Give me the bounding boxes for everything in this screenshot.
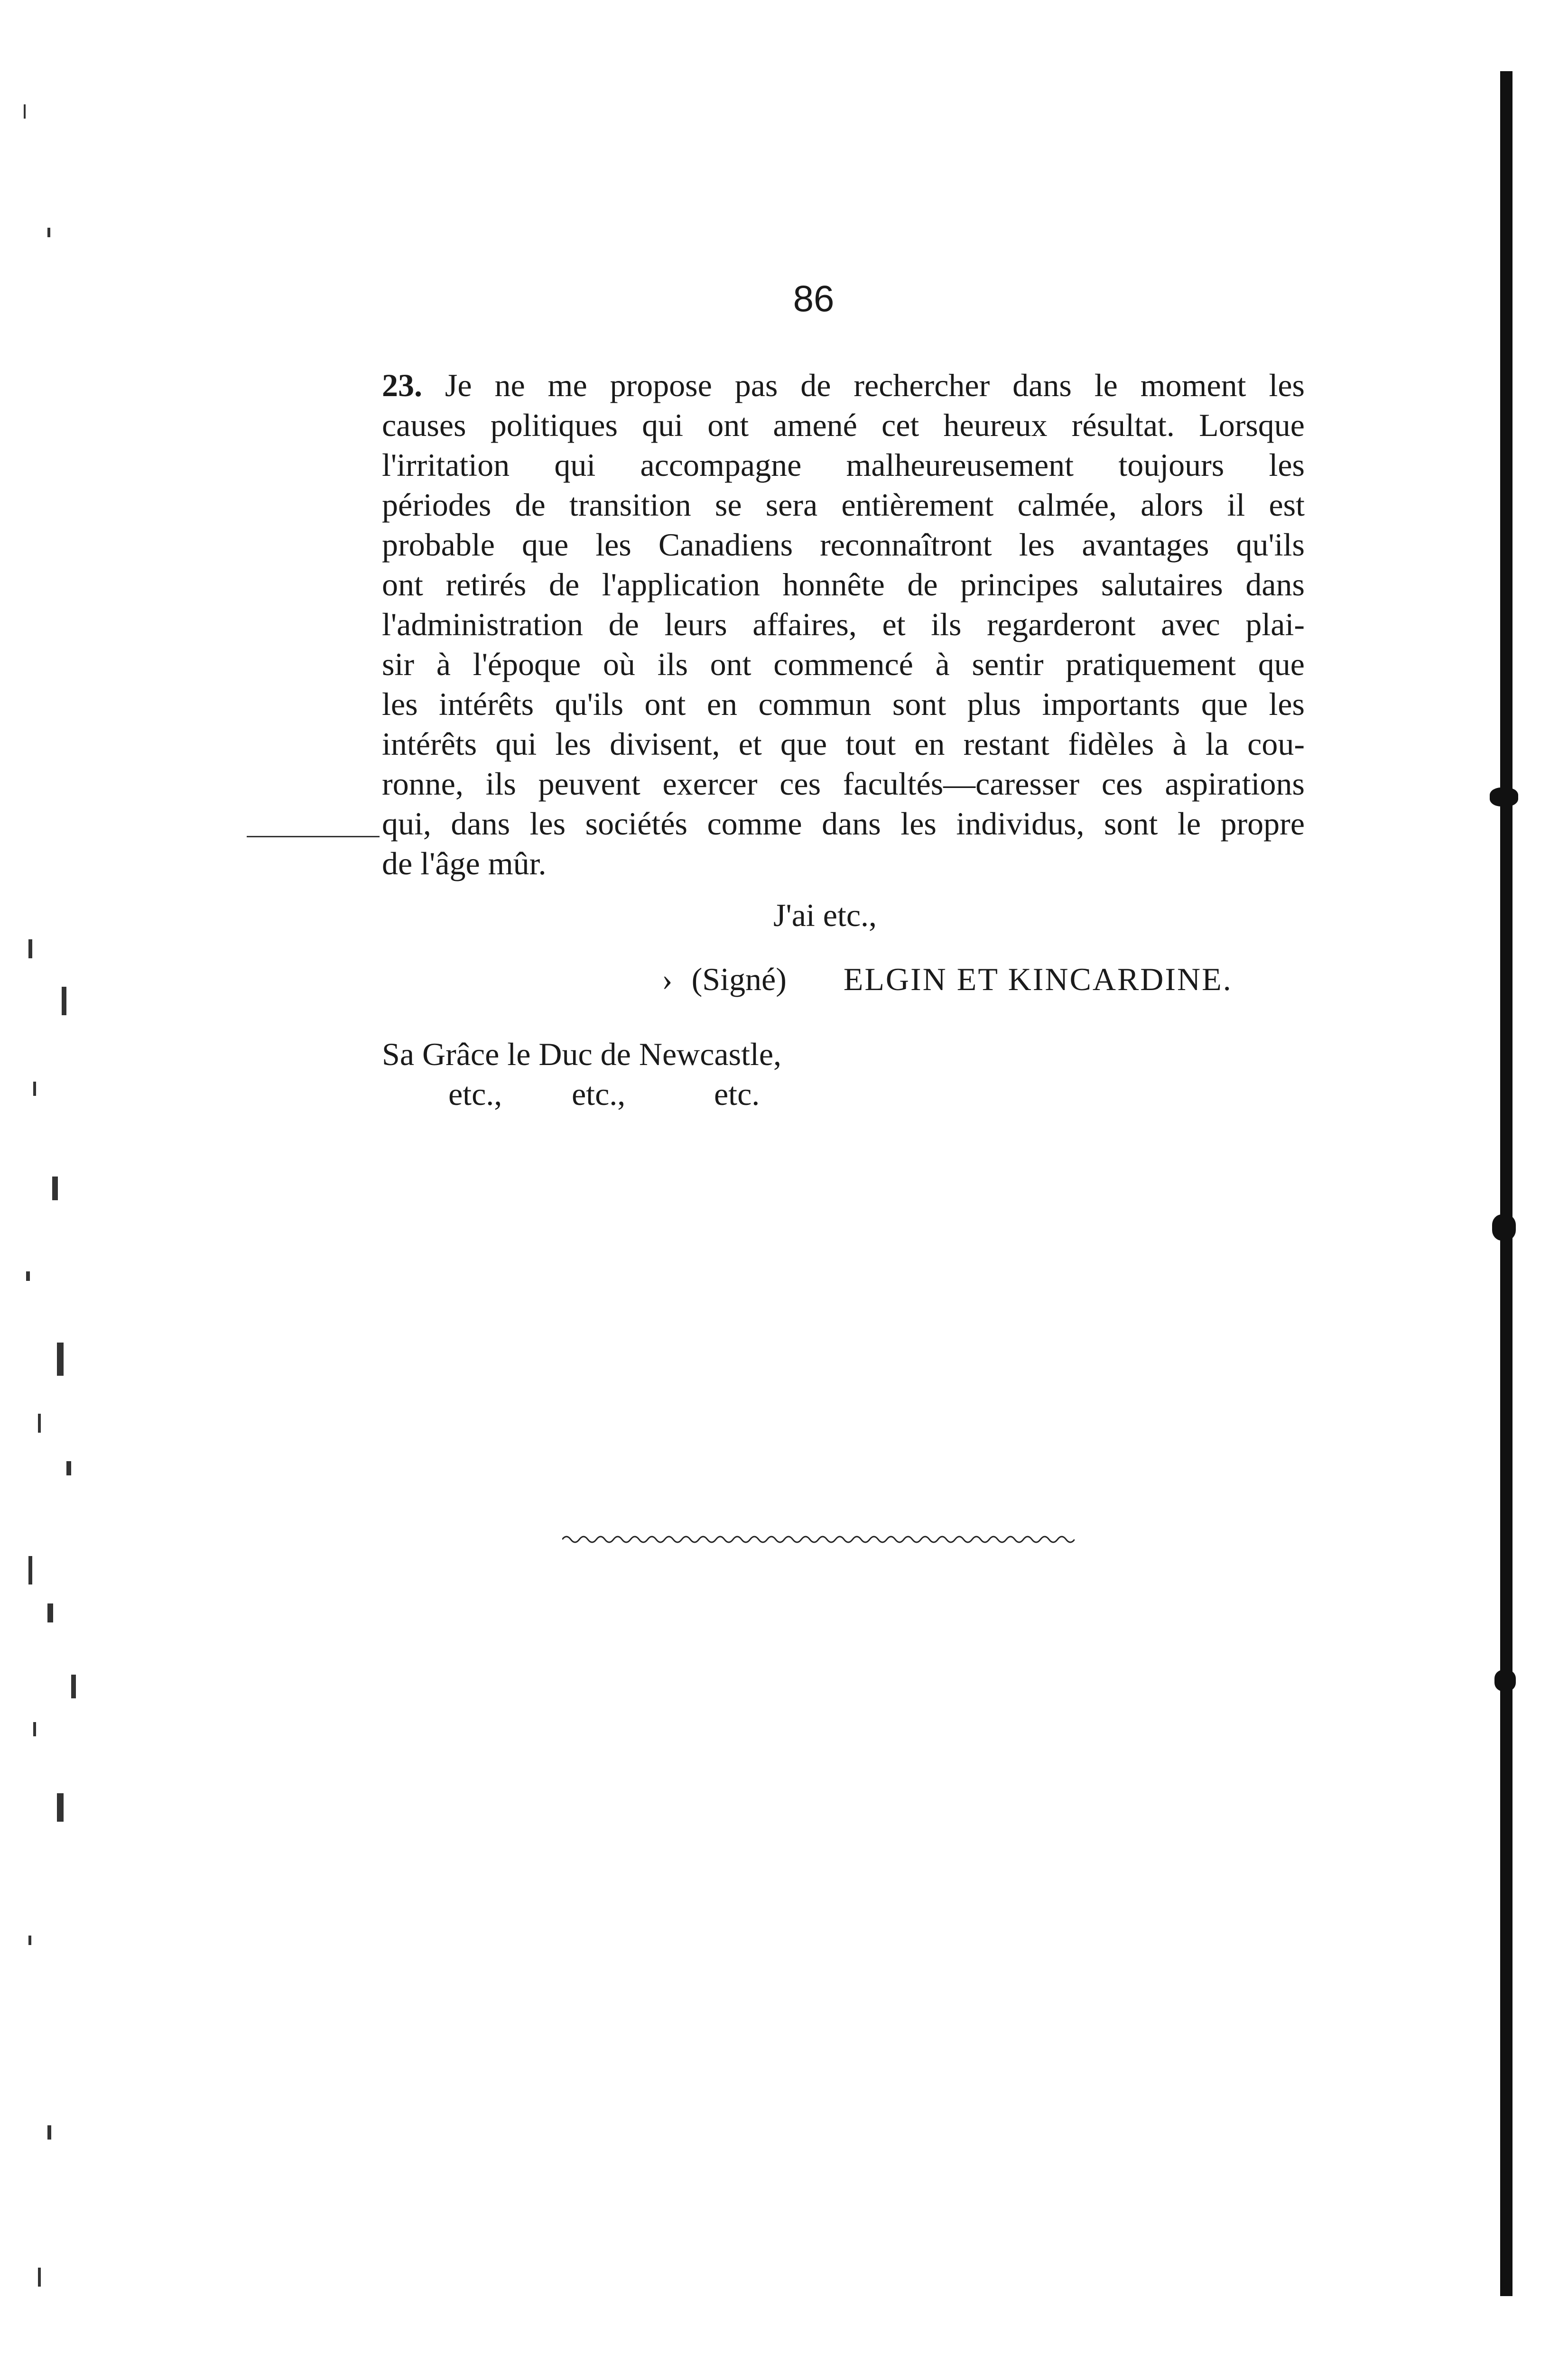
- bullet-mark: ›: [662, 961, 673, 997]
- addressee-etc: [382, 1074, 781, 1114]
- addressee-name: Sa Grâce le Duc de Newcastle,: [382, 1036, 782, 1072]
- paragraph-line: qui, dans les sociétés comme dans les individus, sont le propre: [382, 806, 1305, 842]
- closing-formula: J'ai etc.,: [773, 897, 877, 933]
- scan-speckle: [71, 1675, 76, 1698]
- binding-blot: [1490, 788, 1518, 806]
- paragraph-line: probable que les Canadiens reconnaîtront les avantages qu'ils: [382, 527, 1305, 563]
- binding-blot: [1492, 1214, 1516, 1241]
- scan-speckle: [47, 2125, 51, 2140]
- scan-speckle: [33, 1722, 36, 1736]
- paragraph-line: intérêts qui les divisent, et que tout en restant fidèles à la cou-: [382, 726, 1305, 762]
- paragraph-line: les intérêts qu'ils ont en commun sont plus importants que les: [382, 686, 1305, 722]
- etc-item: etc.,: [572, 1076, 626, 1112]
- scan-speckle: [38, 2268, 41, 2287]
- paragraph-line: ronne, ils peuvent exercer ces facultés—caresser ces aspirations: [382, 766, 1305, 802]
- binding-blot: [1494, 1670, 1516, 1691]
- signature-label: (Signé): [691, 961, 787, 997]
- paragraph-line: sir à l'époque où ils ont commencé à sentir pratiquement que: [382, 646, 1305, 682]
- paragraph-line: causes politiques qui ont amené cet heureux résultat. Lorsque: [382, 407, 1305, 443]
- paragraph-line: l'administration de leurs affaires, et ils regarderont avec plai-: [382, 606, 1305, 642]
- paragraph-line: périodes de transition se sera entièrement calmée, alors il est: [382, 487, 1305, 523]
- etc-item: etc.: [714, 1076, 760, 1112]
- scan-speckle: [28, 1556, 32, 1584]
- scan-speckle: [28, 1936, 31, 1945]
- scan-speckle: [38, 1414, 41, 1433]
- paragraph-line: 23. Je ne me propose pas de rechercher dans le moment les: [382, 367, 1305, 403]
- paragraph-23: [382, 365, 1305, 883]
- scan-speckle: [66, 1461, 71, 1475]
- wavy-rule-divider: [562, 1530, 1075, 1549]
- scan-speckle: [52, 1177, 58, 1200]
- scan-speckle: [33, 1082, 36, 1096]
- scan-speckle: [47, 1603, 53, 1622]
- scan-speckle: [26, 1271, 30, 1281]
- paragraph-number: 23.: [382, 367, 422, 403]
- scan-speckle: [57, 1793, 64, 1822]
- paragraph-line: de l'âge mûr.: [382, 845, 547, 881]
- etc-item: etc.,: [448, 1076, 502, 1112]
- scan-speckle: [62, 987, 66, 1015]
- margin-stroke: [247, 836, 380, 837]
- paragraph-line: l'irritation qui accompagne malheureusement toujours les: [382, 447, 1305, 483]
- addressee-block: [382, 1034, 781, 1114]
- signatory-name: ELGIN ET KINCARDINE.: [843, 961, 1233, 997]
- scan-margin-speckles: [19, 85, 95, 2268]
- paragraph-line: ont retirés de l'application honnête de principes salutaires dans: [382, 566, 1305, 602]
- page-binding-edge: [1500, 71, 1512, 2296]
- signature-block: [662, 961, 1309, 998]
- scan-speckle: [24, 104, 26, 119]
- page-number: 86: [793, 278, 835, 319]
- scan-speckle: [28, 939, 32, 958]
- scan-speckle: [57, 1343, 64, 1376]
- scan-speckle: [47, 228, 50, 237]
